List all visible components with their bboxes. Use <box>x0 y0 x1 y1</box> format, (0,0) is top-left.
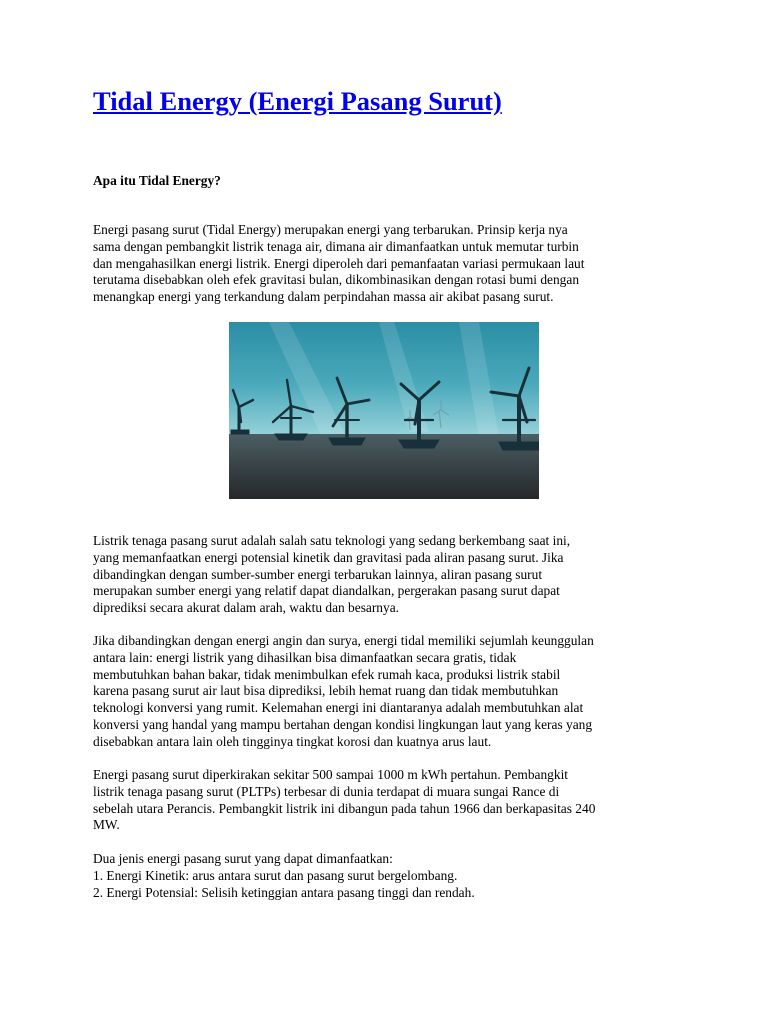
tidal-turbines-image <box>229 322 539 499</box>
text-line: sama dengan pembangkit listrik tenaga air, dimana air dimanfaatkan untuk memutar turbin <box>93 238 579 254</box>
text-line: disebabkan antara lain oleh tingginya tingkat korosi dan kuatnya arus laut. <box>93 733 492 749</box>
text-line: Listrik tenaga pasang surut adalah salah satu teknologi yang sedang berkembang saat ini, <box>93 533 571 548</box>
text-line: karena pasang surut air laut bisa diprediksi, lebih hemat ruang dan tidak membutuhkan <box>93 683 559 699</box>
text-line: konversi yang handal yang mampu bertahan dengan kondisi lingkungan laut yang keras yang <box>93 716 593 732</box>
text-line: Jika dibandingkan dengan energi angin dan surya, energi tidal memiliki sejumlah keunggulan <box>93 633 594 648</box>
text-line: MW. <box>93 817 120 833</box>
text-line: Energi pasang surut (Tidal Energy) merupakan energi yang terbarukan. Prinsip kerja nya <box>93 222 568 237</box>
paragraph-types <box>93 851 683 901</box>
paragraph-intro <box>93 222 683 306</box>
paragraph-technology <box>93 533 683 617</box>
text-line: membutuhkan bahan bakar, tidak menimbulkan efek rumah kaca, produksi listrik stabil <box>93 666 561 682</box>
list-item: 1. Energi Kinetik: arus antara surut dan pasang surut bergelombang. <box>93 867 458 883</box>
text-line: Energi pasang surut diperkirakan sekitar 500 sampai 1000 m kWh pertahun. Pembangkit <box>93 767 569 782</box>
underwater-scene <box>229 322 539 499</box>
page-title-link[interactable]: Tidal Energy (Energi Pasang Surut) <box>93 86 502 116</box>
text-line: diprediksi secara akurat dalam arah, waktu dan besarnya. <box>93 600 399 616</box>
paragraph-advantages <box>93 633 683 751</box>
text-line: yang memanfaatkan energi potensial kinetik dan gravitasi pada aliran pasang surut. Jika <box>93 549 564 565</box>
text-line: dan mengahasilkan energi listrik. Energi diperoleh dari pemanfaatan variasi permukaan laut <box>93 255 585 271</box>
list-item: 2. Energi Potensial: Selisih ketinggian antara pasang tinggi dan rendah. <box>93 884 475 900</box>
text-line: teknologi konversi yang rumit. Kelemahan energi ini diantaranya adalah membutuhkan alat <box>93 700 584 716</box>
text-line: listrik tenaga pasang surut (PLTPs) terbesar di dunia terdapat di muara sungai Rance di <box>93 783 560 799</box>
seabed <box>229 434 539 499</box>
text-line: Dua jenis energi pasang surut yang dapat dimanfaatkan: <box>93 851 393 866</box>
text-line: terutama disebabkan oleh efek gravitasi bulan, dikombinasikan dengan rotasi bumi dengan <box>93 272 580 288</box>
text-line: sebelah utara Perancis. Pembangkit listrik ini dibangun pada tahun 1966 dan berkapasitas 240 <box>93 800 596 816</box>
text-line: dibandingkan dengan sumber-sumber energi terbarukan lainnya, aliran pasang surut <box>93 566 543 582</box>
text-line: merupakan sumber energi yang relatif dapat diandalkan, pergerakan pasang surut dapat <box>93 583 560 599</box>
section-heading: Apa itu Tidal Energy? <box>93 173 221 188</box>
text-line: antara lain: energi listrik yang dihasilkan bisa dimanfaatkan secara gratis, tidak <box>93 649 517 665</box>
text-line: menangkap energi yang terkandung dalam perpindahan massa air akibat pasang surut. <box>93 289 554 305</box>
paragraph-capacity <box>93 767 683 834</box>
